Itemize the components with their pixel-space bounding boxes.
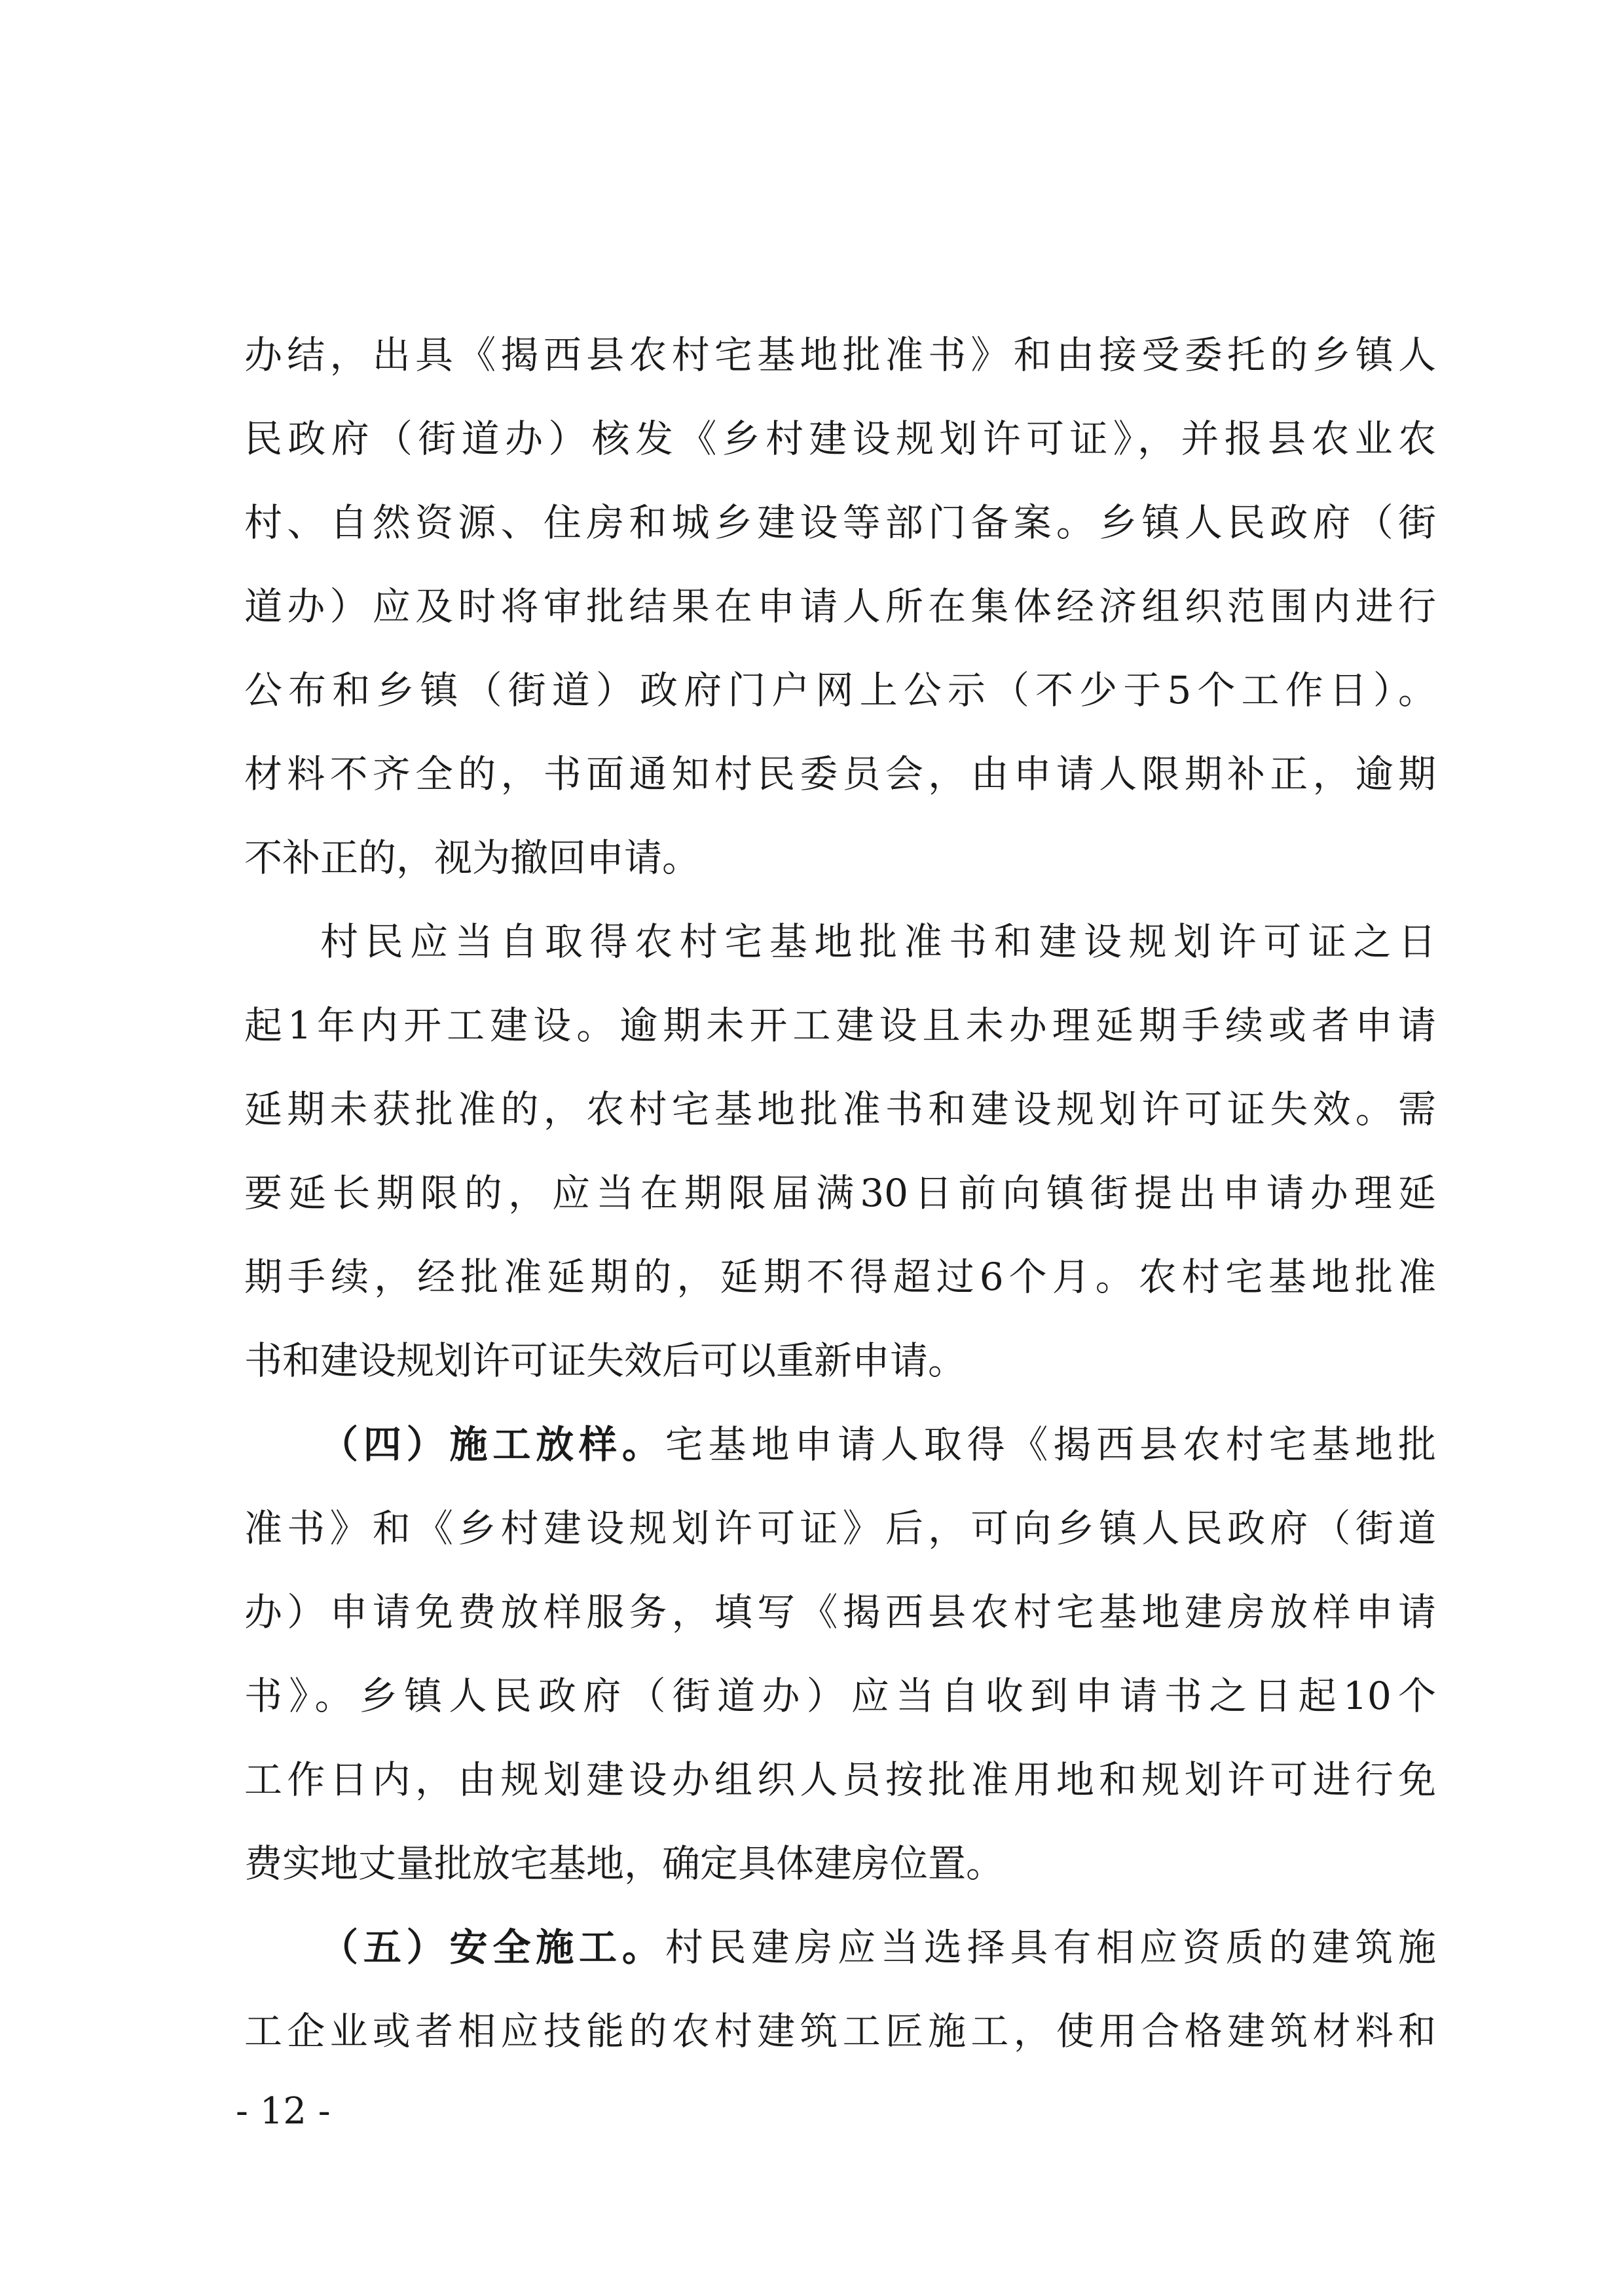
text-line: 办）申请免费放样服务，填写《揭西县农村宅基地建房放样申请 <box>244 1590 1436 1634</box>
text-line: 村民应当自取得农村宅基地批准书和建设规划许可证之日 <box>320 919 1436 964</box>
section-heading-line <box>244 1905 1436 1989</box>
text-line: 工作日内，由规划建设办组织人员按批准用地和规划许可进行免 <box>244 1757 1436 1802</box>
text-line: 办结，出具《揭西县农村宅基地批准书》和由接受委托的乡镇人 <box>244 333 1436 377</box>
text-line: 材料不齐全的，书面通知村民委员会，由申请人限期补正，逾期 <box>244 752 1436 796</box>
text-line: 书》。乡镇人民政府（街道办）应当自收到申请书之日起10个 <box>244 1674 1436 1718</box>
page-number: - 12 - <box>236 2090 331 2133</box>
text-line: 书和建设规划许可证失效后可以重新申请。 <box>244 1338 967 1383</box>
section-text: 宅基地申请人取得《揭西县农村宅基地批 <box>665 1422 1436 1467</box>
text-line: 公布和乡镇（街道）政府门户网上公示（不少于5个工作日）。 <box>244 668 1436 712</box>
text-line: 准书》和《乡村建设规划许可证》后，可向乡镇人民政府（街道 <box>244 1506 1436 1551</box>
text-line: 期手续，经批准延期的，延期不得超过6个月。农村宅基地批准 <box>244 1255 1436 1299</box>
text-line: 工企业或者相应技能的农村建筑工匠施工，使用合格建筑材料和 <box>244 2009 1436 2053</box>
text-line: 民政府（街道办）核发《乡村建设规划许可证》，并报县农业农 <box>244 416 1436 461</box>
body-text <box>244 313 1436 2073</box>
section-heading: （五）安全施工。 <box>320 1925 665 1970</box>
text-line: 要延长期限的，应当在期限届满30日前向镇街提出申请办理延 <box>244 1171 1436 1215</box>
text-line: 道办）应及时将审批结果在申请人所在集体经济组织范围内进行 <box>244 584 1436 629</box>
section-heading-line <box>244 1403 1436 1486</box>
text-line: 村、自然资源、住房和城乡建设等部门备案。乡镇人民政府（街 <box>244 500 1436 545</box>
section-heading: （四）施工放样。 <box>320 1422 665 1467</box>
section-text: 村民建房应当选择具有相应资质的建筑施 <box>665 1925 1436 1970</box>
text-line: 延期未获批准的，农村宅基地批准书和建设规划许可证失效。需 <box>244 1087 1436 1131</box>
text-line: 不补正的，视为撤回申请。 <box>244 835 701 880</box>
text-line: 费实地丈量批放宅基地，确定具体建房位置。 <box>244 1841 1005 1886</box>
text-line: 起1年内开工建设。逾期未开工建设且未办理延期手续或者申请 <box>244 1003 1436 1048</box>
